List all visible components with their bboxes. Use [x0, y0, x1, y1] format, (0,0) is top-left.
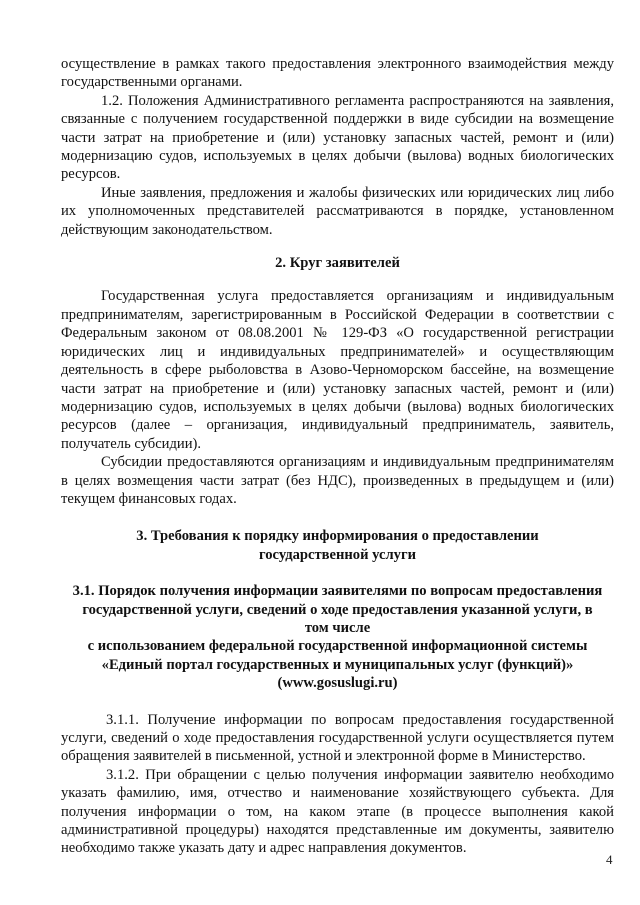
subsection-3-1-heading-line-6: (www.gosuslugi.ru): [277, 675, 398, 692]
paragraph-1-2: 1.2. Положения Административного регламента распространяются на заявления, связанные с получением государственной поддержки в виде субсидии на возмещение части затрат на приобретение и (или) установку запасных частей, ремонт и (или) модернизацию судов, используемых в целях добычи (вылова) водных биологических ресурсов.: [61, 92, 614, 183]
section-2-paragraph-1: Государственная услуга предоставляется организациям и индивидуальным предпринимателям, зарегистрированным в Российской Федерации в соответствии с Федеральным законом от 08.08.2001 № 129-ФЗ «О государственной регистрации юридических лиц и индивидуальных предпринимателей» и осуществляющим деятельность в сфере рыболовства в Азово-Черноморском бассейне, на возмещение части затрат на приобретение и (или) установку запасных частей, ремонт и (или) модернизацию судов, используемых в целях добычи (вылова) водных биологических ресурсов (далее – организация, индивидуальный предприниматель, заявитель, получатель субсидии).: [61, 288, 614, 452]
page-number: 4: [606, 852, 613, 867]
section-2-paragraph-2: Субсидии предоставляются организациям и индивидуальным предпринимателям в целях возмещения части затрат (без НДС), произведенных в предыдущем и (или) текущем финансовых годах.: [61, 454, 614, 507]
section-3-heading-line-1: 3. Требования к порядку информирования о предоставлении: [136, 528, 539, 545]
document-page: [61, 55, 614, 858]
section-2-heading: 2. Круг заявителей: [275, 255, 400, 272]
section-3-heading-line-2: государственной услуги: [258, 546, 417, 563]
subsection-3-1-heading-line-2: государственной услуги, сведений о ходе предоставления указанной услуги, в: [82, 601, 593, 618]
paragraph-3-1-2: 3.1.2. При обращении с целью получения информации заявителю необходимо указать фамилию, имя, отчество и наименование хозяйствующего субъекта. Для получения информации о том, на каком этапе (в процессе выполнения какой административной процедуры) находятся представленные им документы, заявителю необходимо также указать дату и адрес направления документов.: [61, 766, 614, 857]
paragraph-continuation: осуществление в рамках такого предоставления электронного взаимодействия между государственными органами.: [61, 56, 614, 91]
subsection-3-1-heading-line-1: 3.1. Порядок получения информации заявителями по вопросам предоставления: [72, 583, 603, 600]
subsection-3-1-heading-line-4: с использованием федеральной государственной информационной системы: [87, 638, 588, 655]
subsection-3-1-heading-line-5: «Единый портал государственных и муниципальных услуг (функций)»: [101, 656, 574, 673]
paragraph-3-1-1: 3.1.1. Получение информации по вопросам предоставления государственной услуги, сведений о ходе предоставления государственной услуги осуществляется путем обращения заявителей в письменной, устной и электронной форме в Министерство.: [61, 711, 614, 765]
paragraph-other-applications: Иные заявления, предложения и жалобы физических или юридических лиц либо их уполномоченных представителей рассматриваются в порядке, установленном действующим законодательством.: [61, 184, 614, 238]
subsection-3-1-heading-line-3: том числе: [304, 619, 371, 636]
